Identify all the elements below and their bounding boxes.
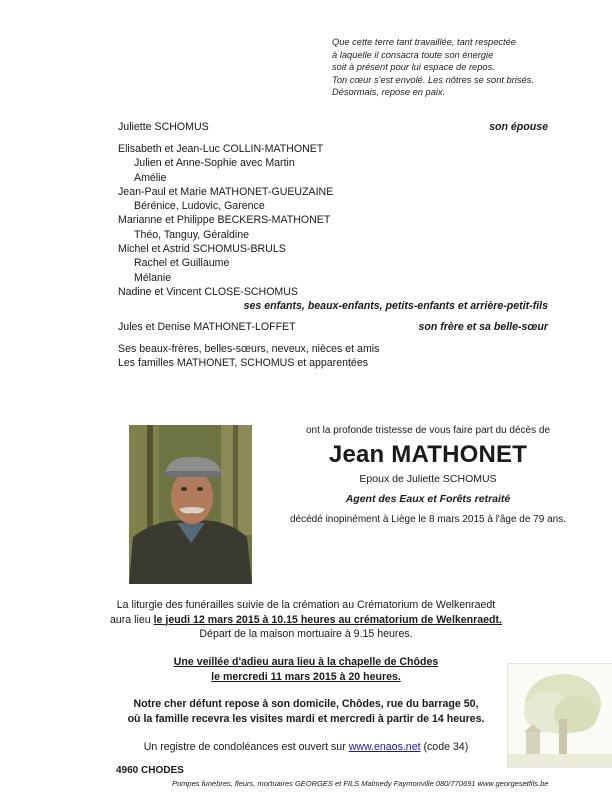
spouse-name: Juliette SCHOMUS [118,121,209,133]
sibling-block [118,320,558,334]
funeral-home-footer: Pompes funèbres, fleurs, mortuaires GEORGES et FILS Malmedy Faymonville 080/770691 www.georgesetfils.be [172,779,549,788]
tree-image [507,663,612,768]
deceased-name: Jean MATHONET [328,441,528,468]
condolences-link[interactable]: www.enaos.net [348,741,421,753]
rest-block [80,697,532,726]
family-line: Marianne et Philippe BECKERS-MATHONET [118,214,331,227]
family-line: Julien et Anne-Sophie avec Martin [134,157,295,170]
funeral-line: La liturgie des funérailles suivie de la crémation au Crématorium de Welkenraedt [116,599,496,611]
family-line: Jean-Paul et Marie MATHONET-GUEUZAINE [118,185,334,198]
deceased-occupation: Agent des Eaux et Forêts retraité [345,493,511,505]
condolences-block [80,740,532,755]
others-line: Ses beaux-frères, belles-sœurs, neveux, nièces et amis [118,343,380,355]
portrait-illustration [129,425,252,584]
poem-line: Que cette terre tant travaillée, tant respectée [332,37,516,47]
vigil-block [80,655,532,684]
children-block [118,142,558,314]
children-relation: ses enfants, beaux-enfants, petits-enfants et arrière-petit-fils [243,300,548,313]
portrait-photo [129,425,252,584]
rest-line: où la famille recevra les visites mardi et mercredi à partir de 14 heures. [127,712,485,725]
announcement-intro: ont la profonde tristesse de vous faire part du décès de [305,425,551,436]
funeral-date: le jeudi 12 mars 2015 à 10.15 heures au crématorium de Welkenraedt. [153,613,502,626]
condolences-prefix: Un registre de condoléances est ouvert sur [143,741,349,753]
poem-line: soit à présent pour lui espace de repos. [332,62,495,73]
others-line: Les familles MATHONET, SCHOMUS et apparentées [118,357,369,370]
poem-line: Ton cœur s'est envolé. Les nôtres se sont brisés. [332,74,534,85]
family-line: Rachel et Guillaume [134,257,230,270]
poem-line: Désormais, repose en paix. [332,87,446,98]
rest-line: Notre cher défunt repose à son domicile, Chôdes, rue du barrage 50, [133,698,479,710]
family-line: Bérénice, Ludovic, Garence [134,200,265,213]
postal-address: 4960 CHODES [116,765,184,776]
poem [332,36,572,99]
funeral-line: Départ de la maison mortuaire à 9.15 heures. [199,628,413,640]
funeral-prefix: aura lieu [110,613,154,626]
sibling-name: Jules et Denise MATHONET-LOFFET [118,321,296,333]
funeral-block [80,598,532,642]
family-line: Mélanie [134,271,172,284]
family-line: Amélie [134,171,167,184]
family-line: Michel et Astrid SCHOMUS-BRULS [118,243,286,256]
deceased-spouse: Epoux de Juliette SCHOMUS [359,473,497,485]
funeral-line [80,613,532,628]
sibling-relation: son frère et sa belle-sœur [418,321,548,333]
vigil-line: le mercredi 11 mars 2015 à 20 heures. [211,670,401,683]
vigil-line: Une veillée d'adieu aura lieu à la chapelle de Chôdes [173,656,439,668]
poem-line: à laquelle il consacra toute son énergie [332,49,494,60]
spouse-block [118,120,558,134]
family-line: Théo, Tanguy, Géraldine [134,228,250,241]
spouse-relation: son épouse [489,121,548,133]
death-notice: décédé inopinément à Liège le 8 mars 2015 à l'âge de 79 ans. [290,514,566,525]
condolences-suffix: (code 34) [420,741,469,753]
family-line: Elisabeth et Jean-Luc COLLIN-MATHONET [118,143,324,155]
tree-illustration [508,664,612,767]
others-block [118,342,558,371]
family-line: Nadine et Vincent CLOSE-SCHOMUS [118,285,298,298]
